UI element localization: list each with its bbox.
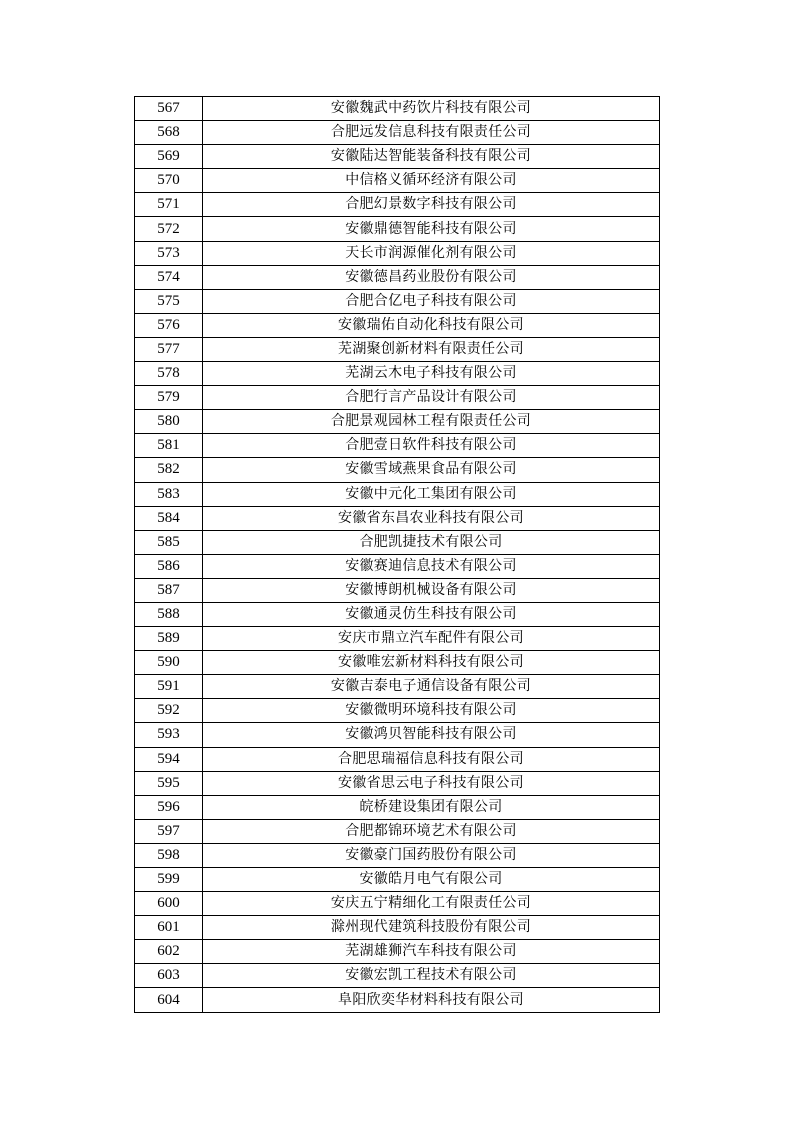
company-name: 安徽瑞佑自动化科技有限公司 <box>203 313 660 337</box>
row-number: 568 <box>135 121 203 145</box>
company-name: 合肥都锦环境艺术有限公司 <box>203 819 660 843</box>
company-name: 安徽通灵仿生科技有限公司 <box>203 602 660 626</box>
table-row <box>135 819 660 843</box>
table-row <box>135 289 660 313</box>
row-number: 587 <box>135 578 203 602</box>
company-name: 合肥景观园林工程有限责任公司 <box>203 410 660 434</box>
company-name: 皖桥建设集团有限公司 <box>203 795 660 819</box>
table-row <box>135 868 660 892</box>
company-name: 安徽博朗机械设备有限公司 <box>203 578 660 602</box>
row-number: 590 <box>135 651 203 675</box>
row-number: 579 <box>135 386 203 410</box>
row-number: 592 <box>135 699 203 723</box>
company-name: 安徽鸿贝智能科技有限公司 <box>203 723 660 747</box>
company-name: 合肥行言产品设计有限公司 <box>203 386 660 410</box>
row-number: 580 <box>135 410 203 434</box>
company-name: 天长市润源催化剂有限公司 <box>203 241 660 265</box>
table-row <box>135 651 660 675</box>
row-number: 600 <box>135 892 203 916</box>
table-row <box>135 843 660 867</box>
company-name: 安徽魏武中药饮片科技有限公司 <box>203 97 660 121</box>
table-row <box>135 482 660 506</box>
company-name: 安庆市鼎立汽车配件有限公司 <box>203 627 660 651</box>
company-name: 安庆五宁精细化工有限责任公司 <box>203 892 660 916</box>
company-name: 安徽微明环境科技有限公司 <box>203 699 660 723</box>
table-row <box>135 97 660 121</box>
company-name: 安徽鼎德智能科技有限公司 <box>203 217 660 241</box>
table-row <box>135 602 660 626</box>
row-number: 569 <box>135 145 203 169</box>
row-number: 591 <box>135 675 203 699</box>
company-name: 安徽皓月电气有限公司 <box>203 868 660 892</box>
table-row <box>135 530 660 554</box>
row-number: 585 <box>135 530 203 554</box>
table-row <box>135 121 660 145</box>
company-name: 安徽唯宏新材料科技有限公司 <box>203 651 660 675</box>
row-number: 571 <box>135 193 203 217</box>
table-row <box>135 892 660 916</box>
company-name: 安徽省东昌农业科技有限公司 <box>203 506 660 530</box>
table-row <box>135 458 660 482</box>
row-number: 598 <box>135 843 203 867</box>
row-number: 572 <box>135 217 203 241</box>
company-name: 中信格义循环经济有限公司 <box>203 169 660 193</box>
company-name: 安徽宏凯工程技术有限公司 <box>203 964 660 988</box>
table-row <box>135 747 660 771</box>
table-row <box>135 964 660 988</box>
company-list-table <box>134 96 660 1013</box>
row-number: 593 <box>135 723 203 747</box>
row-number: 602 <box>135 940 203 964</box>
table-row <box>135 988 660 1012</box>
table-row <box>135 362 660 386</box>
company-name: 合肥幻景数字科技有限公司 <box>203 193 660 217</box>
table-row <box>135 145 660 169</box>
row-number: 596 <box>135 795 203 819</box>
row-number: 603 <box>135 964 203 988</box>
table-row <box>135 940 660 964</box>
table-body <box>135 97 660 1013</box>
company-name: 合肥壹日软件科技有限公司 <box>203 434 660 458</box>
table-row <box>135 795 660 819</box>
row-number: 599 <box>135 868 203 892</box>
row-number: 570 <box>135 169 203 193</box>
company-name: 安徽豪门国药股份有限公司 <box>203 843 660 867</box>
company-name: 安徽赛迪信息技术有限公司 <box>203 554 660 578</box>
company-name: 芜湖聚创新材料有限责任公司 <box>203 337 660 361</box>
row-number: 604 <box>135 988 203 1012</box>
table-row <box>135 169 660 193</box>
table-row <box>135 217 660 241</box>
company-name: 滁州现代建筑科技股份有限公司 <box>203 916 660 940</box>
company-name: 芜湖雄狮汽车科技有限公司 <box>203 940 660 964</box>
row-number: 589 <box>135 627 203 651</box>
row-number: 597 <box>135 819 203 843</box>
company-name: 安徽德昌药业股份有限公司 <box>203 265 660 289</box>
company-name: 合肥远发信息科技有限责任公司 <box>203 121 660 145</box>
table-row <box>135 675 660 699</box>
company-name: 阜阳欣奕华材料科技有限公司 <box>203 988 660 1012</box>
company-name: 合肥合亿电子科技有限公司 <box>203 289 660 313</box>
row-number: 576 <box>135 313 203 337</box>
table-row <box>135 434 660 458</box>
table-row <box>135 771 660 795</box>
row-number: 573 <box>135 241 203 265</box>
table-row <box>135 554 660 578</box>
row-number: 588 <box>135 602 203 626</box>
row-number: 586 <box>135 554 203 578</box>
row-number: 581 <box>135 434 203 458</box>
row-number: 567 <box>135 97 203 121</box>
table-row <box>135 723 660 747</box>
company-name: 安徽省思云电子科技有限公司 <box>203 771 660 795</box>
row-number: 577 <box>135 337 203 361</box>
row-number: 595 <box>135 771 203 795</box>
company-name: 合肥凯捷技术有限公司 <box>203 530 660 554</box>
table-row <box>135 337 660 361</box>
table-row <box>135 699 660 723</box>
row-number: 583 <box>135 482 203 506</box>
table-row <box>135 241 660 265</box>
table-row <box>135 916 660 940</box>
company-name: 安徽雪域燕果食品有限公司 <box>203 458 660 482</box>
table-row <box>135 193 660 217</box>
company-name: 安徽陆达智能装备科技有限公司 <box>203 145 660 169</box>
company-name: 合肥思瑞福信息科技有限公司 <box>203 747 660 771</box>
table-row <box>135 578 660 602</box>
row-number: 594 <box>135 747 203 771</box>
table-row <box>135 627 660 651</box>
company-name: 安徽吉泰电子通信设备有限公司 <box>203 675 660 699</box>
row-number: 584 <box>135 506 203 530</box>
table-row <box>135 313 660 337</box>
row-number: 601 <box>135 916 203 940</box>
row-number: 574 <box>135 265 203 289</box>
company-name: 安徽中元化工集团有限公司 <box>203 482 660 506</box>
row-number: 582 <box>135 458 203 482</box>
table-row <box>135 386 660 410</box>
table-row <box>135 265 660 289</box>
table-row <box>135 410 660 434</box>
row-number: 578 <box>135 362 203 386</box>
company-name: 芜湖云木电子科技有限公司 <box>203 362 660 386</box>
table-row <box>135 506 660 530</box>
row-number: 575 <box>135 289 203 313</box>
